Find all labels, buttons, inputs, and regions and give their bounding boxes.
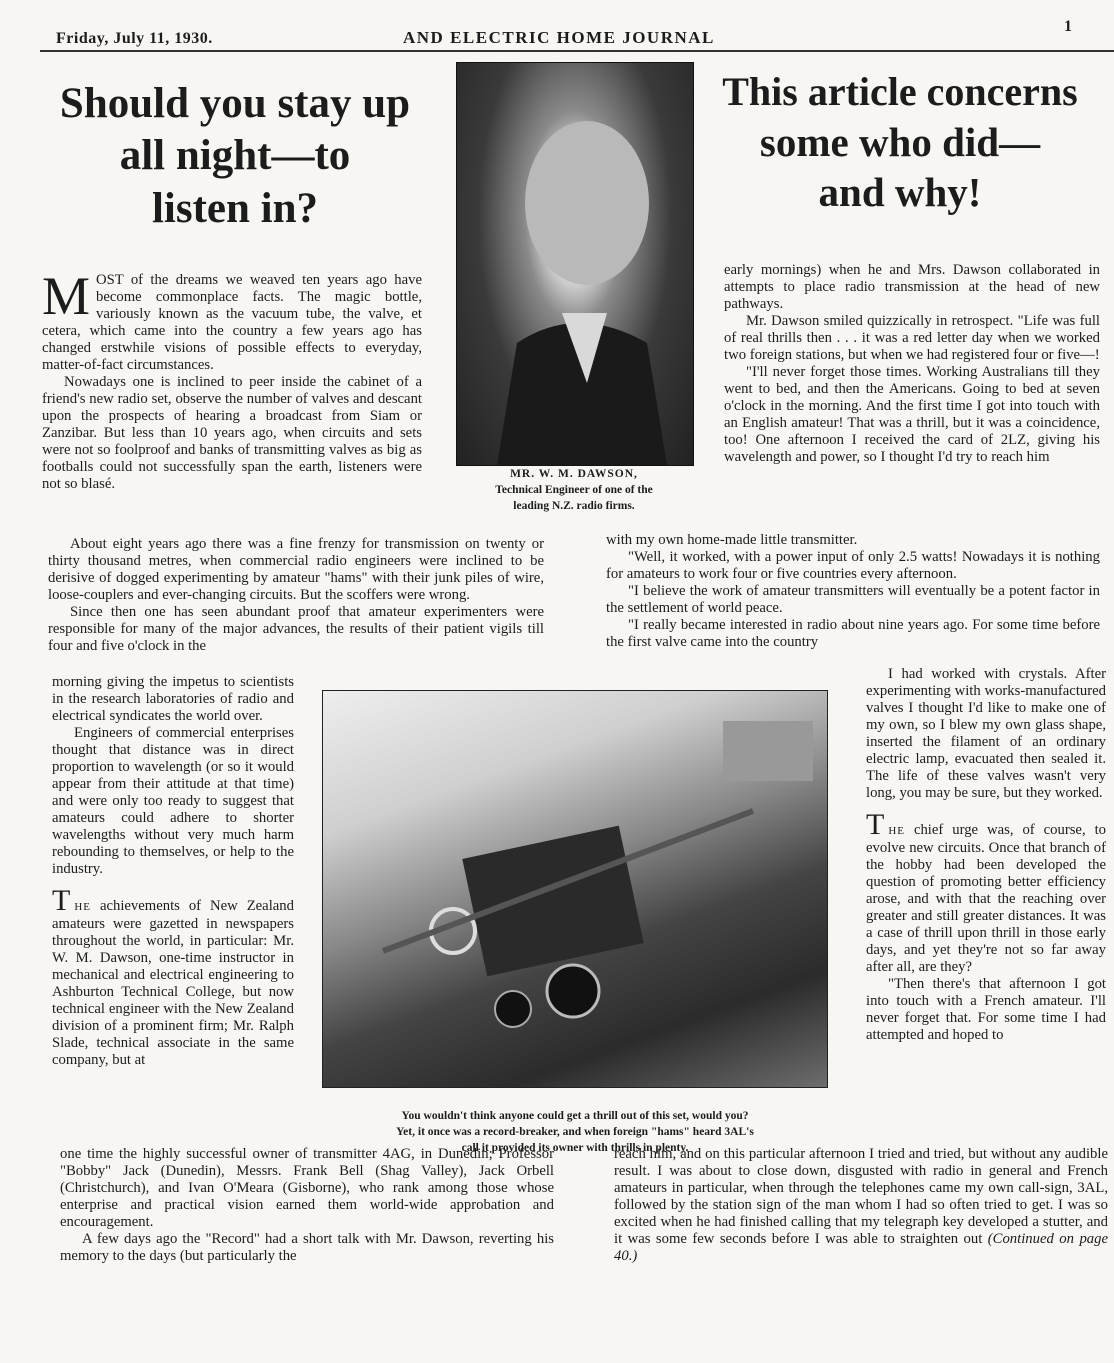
column-right-upper [724,262,1100,466]
paragraph: "I'll never forget those times. Working Australians till they went to bed, and then the Americans. Going to bed at seven o'clock in the morning. And the first time I got into touch with an English amateur! That was a thrill, but it was a coincidence, too! One afternoon I received the card of 2LZ, giving his wavelength and power, so I thought I'd try to reach him [724,364,1100,465]
portrait-caption-name: MR. W. M. DAWSON, [510,468,638,480]
header-rule [40,50,1114,52]
paragraph: "Well, it worked, with a power input of only 2.5 watts! Nowadays it is nothing for amateurs to work four or five countries every afternoon. [606,549,1100,582]
radio-set-caption-line3: call it provided its owner with thrills in plenty. [461,1142,689,1154]
paragraph: morning giving the impetus to scientists in the research laboratories of radio and electrical syndicates the world over. [52,674,294,724]
headline-left-line3: listen in? [151,184,319,232]
paragraph [614,1146,1108,1265]
paragraph [52,884,294,1069]
paragraph: early mornings) when he and Mrs. Dawson collaborated in attempts to place radio transmission at the head of new pathways. [724,262,1100,312]
portrait-caption-role2: leading N.Z. radio firms. [513,500,635,512]
drop-cap: T [52,884,71,917]
paragraph: Mr. Dawson smiled quizzically in retrospect. "Life was full of real thrills then . . . it was a red letter day when we worked two foreign stations, but when we had registered four or five—! [724,313,1100,363]
drop-cap: M [42,266,91,326]
paragraph-text: OST of the dreams we weaved ten years ago have become commonplace facts. The magic bottle, variously known as the vacuum tube, the valve, et cetera, which came into the country a few years ago has changed erstwhile visions of possible effects to everyday, matter-of-fact circumstances. [42,272,422,373]
portrait-photo [456,62,694,466]
paragraph: "Then there's that afternoon I got into touch with a French amateur. I'll never forget that. For some time I had attempted and hoped to [866,976,1106,1043]
paragraph: "I believe the work of amateur transmitters will eventually be a potent factor in the settlement of world peace. [606,583,1100,616]
headline-right-line3: and why! [818,168,982,215]
paragraph [866,808,1106,976]
paragraph: Engineers of commercial enterprises thought that distance was in direct proportion to wavelength (or so it would appear from their attitude at that time) and were only too ready to suggest that amateurs could adhere to shorter wavelengths without very much harm rebounding to themselves, or help to the industry. [52,725,294,877]
column-left-narrow [52,674,294,1069]
drop-cap: T [866,808,885,841]
headline-left [20,78,450,235]
paragraph: About eight years ago there was a fine frenzy for transmission on twenty or thirty thousand metres, when commercial radio engineers were inclined to be derisive of dogged experimenting by amateur "hams" with their junk piles of wire, loose-couplers and ever-changing circuits. But the scoffers were wrong. [48,536,544,603]
paragraph: Nowadays one is inclined to peer inside the cabinet of a friend's new radio set, observe the number of valves and descant upon the prospects of hearing a broadcast from Siam or Zanzibar. But less than 10 years ago, when circuits and sets were not so foolproof and banks of transmitting valves as big as footballs could not successfully span the earth, listeners were not so blasé. [42,374,422,492]
headline-right-line1: This article concerns [722,69,1078,114]
issue-date: Friday, July 11, 1930. [56,30,213,47]
paragraph-text: chief urge was, of course, to evolve new circuits. Once that branch of the hobby had been developed the question of promoting better efficiency arose, and with that the reaching over greater and still greater distances. It was a case of thrill upon thrill in those early days, and yet they're not so far away after all, are they? [866,822,1106,975]
column-left-wide [48,536,544,655]
paragraph: I had worked with crystals. After experimenting with works-manufactured valves I thought I'd like to make one of my own, so I blew my own glass shape, inserted the filament of an ordinary electric lamp, evacuated then sealed it. The life of these valves wasn't very long, you may be sure, but they worked. [866,666,1106,801]
column-bottom-right [614,1146,1108,1265]
radio-set-photo [322,690,828,1088]
column-right-narrow [866,666,1106,1044]
paragraph: "I really became interested in radio about nine years ago. For some time before the first valve came into the country [606,617,1100,650]
page-number: 1 [1064,18,1072,35]
column-bottom-left [60,1146,554,1265]
continued-note: (Continued on page 40.) [614,1231,1108,1264]
portrait-figure [457,63,693,465]
small-caps: HE [74,901,91,913]
radio-set-caption-line2: Yet, it once was a record-breaker, and when foreign "hams" heard 3AL's [396,1126,754,1138]
paragraph: A few days ago the "Record" had a short talk with Mr. Dawson, reverting his memory to the days (but particularly the [60,1231,554,1264]
headline-right [700,68,1100,217]
portrait-caption-role1: Technical Engineer of one of the [495,484,653,496]
portrait-caption [456,466,692,514]
radio-set-figure [323,691,827,1087]
paragraph: one time the highly successful owner of transmitter 4AG, in Dunedin; Professor "Bobby" Jack (Dunedin), Messrs. Frank Bell (Shag Valley), Jack Orbell (Christchurch), and Ivan O'Meara (Gisborne), who rank among those whose enterprise and practical vision earned them world-wide approbation and encouragement. [60,1146,554,1230]
paragraph-text: achievements of New Zealand amateurs were gazetted in newspapers throughout the world, in particular: Mr. W. M. Dawson, one-time instructor in mechanical and electrical engineering to Ashburton Technical College, but now technical engineer with the New Zealand division of a prominent firm; Mr. Ralph Slade, technical associate in the same company, but at [52,898,294,1068]
radio-set-caption-line1: You wouldn't think anyone could get a thrill out of this set, would you? [401,1110,749,1122]
headline-right-line2: some who did— [759,118,1041,165]
paragraph-text: reach him, and on this particular afternoon I tried and tried, but without any audible result. I was about to close down, disgusted with radio in general and French amateurs in particular, when through the telephones came my own call-sign, 3AL, followed by the station sign of the man whom I had so often tried to get. I was so excited when he had finished calling that my telegraph key developed a stutter, and it was some few seconds before I was able to straighten out [614,1146,1108,1247]
paragraph: with my own home-made little transmitter. [606,532,858,548]
column-right-wide [606,532,1100,651]
headline-left-line1: Should you stay up [59,80,411,127]
journal-title: AND ELECTRIC HOME JOURNAL [403,28,715,47]
paragraph: Since then one has seen abundant proof that amateur experimenters were responsible for many of the major advances, the results of their patient vigils till four and five o'clock in the [48,604,544,654]
small-caps: HE [888,825,905,837]
headline-left-line2: all night—to [119,132,351,180]
paragraph [42,266,422,374]
column-left-upper [42,266,422,493]
